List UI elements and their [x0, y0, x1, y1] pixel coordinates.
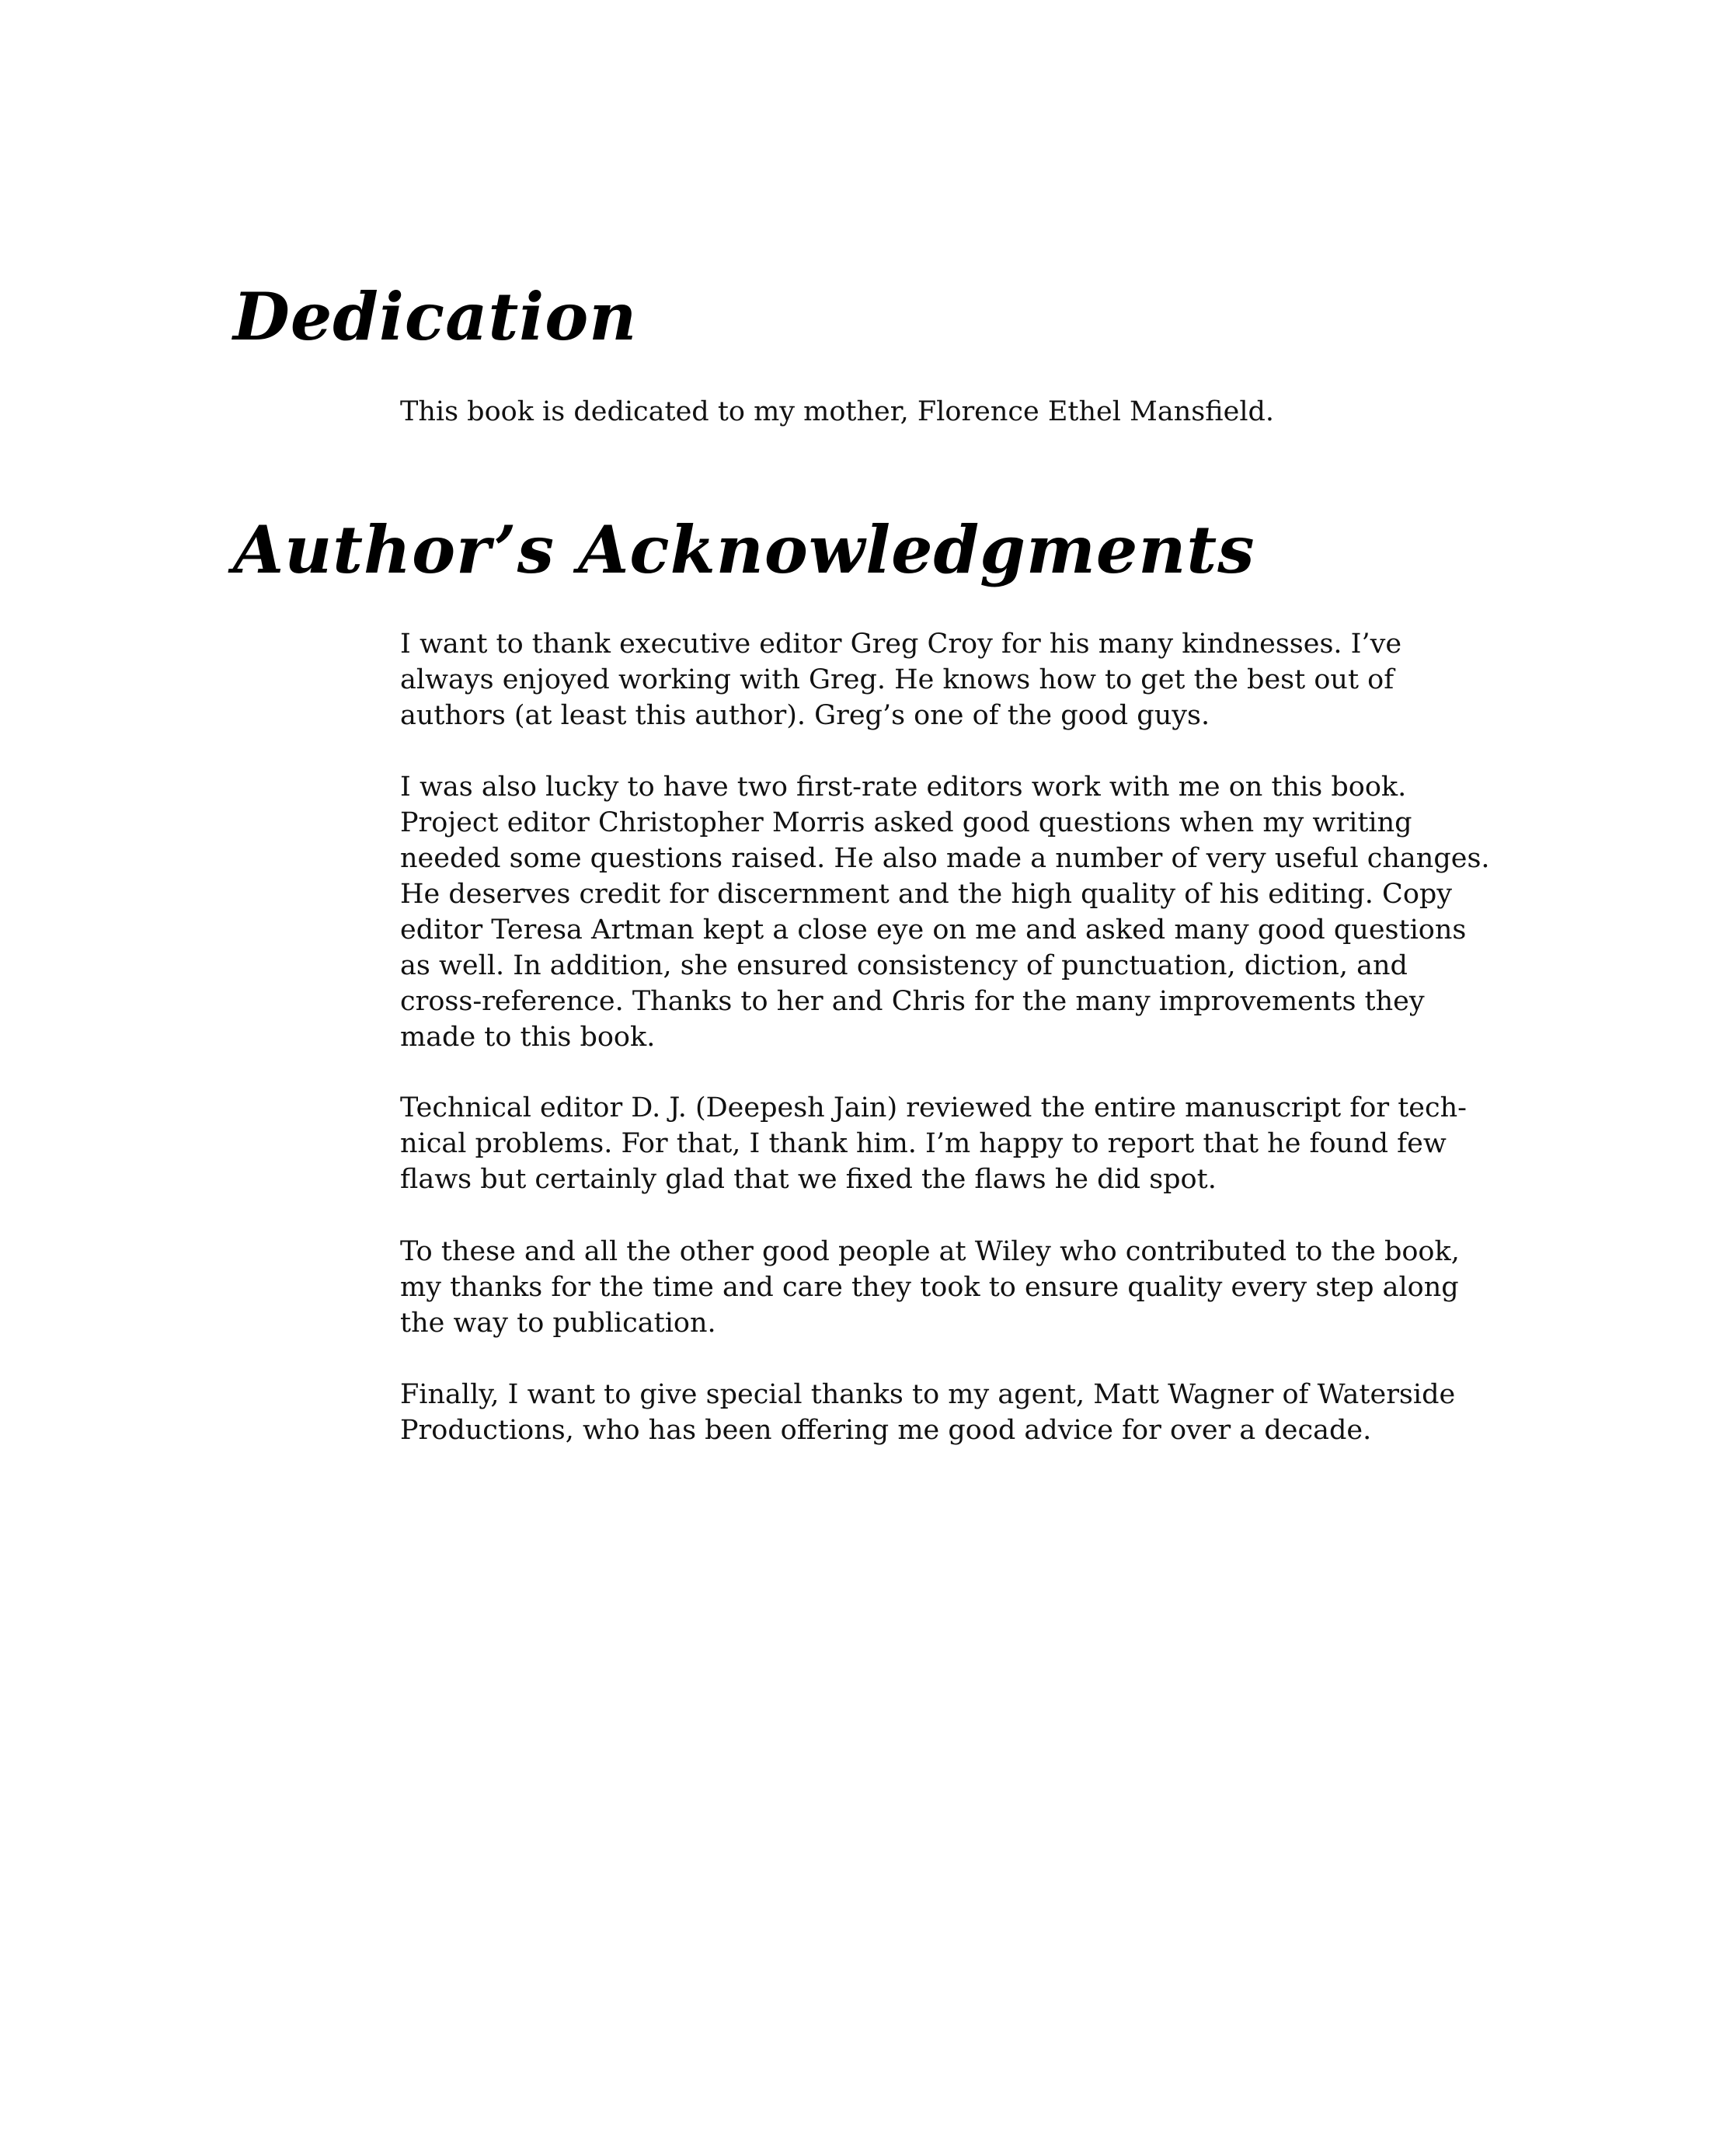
- acknowledgments-paragraph-2: [400, 769, 1534, 1055]
- acknowledgments-paragraph-3: [400, 1090, 1534, 1197]
- paragraph-text: Finally, I want to give special thanks to my agent, Matt Wagner of Waterside Productions, who has been offering me good advice for over a decade.: [400, 1379, 1456, 1446]
- paragraph-text: Technical editor D. J. (Deepesh Jain) reviewed the entire manuscript for tech- nical problems. For that, I thank him. I’m happy to report that he found few flaws but certainly glad that we fixed the flaws he did spot.: [400, 1092, 1467, 1195]
- dedication-text: This book is dedicated to my mother, Florence Ethel Mansfield.: [400, 396, 1275, 427]
- acknowledgments-heading: Author’s Acknowledgments: [233, 511, 1255, 588]
- dedication-body: [400, 394, 1534, 430]
- paragraph-text: I want to thank executive editor Greg Croy for his many kindnesses. I’ve always enjoyed working with Greg. He knows how to get the best out of authors (at least this author). Greg’s one of the good guys.: [400, 629, 1402, 731]
- acknowledgments-paragraph-4: [400, 1234, 1534, 1341]
- paragraph-text: I was also lucky to have two first-rate editors work with me on this book. Project editor Christopher Morris asked good questions when my writing needed some questions raised. He also made a number of very useful changes. He deserves credit for discernment and the high quality of his editing. Copy editor Teresa Artman kept a close eye on me and asked many good questions as well. In addition, she ensured consistency of punctuation, diction, and cross-reference. Thanks to her and Chris for the many improvements they made to this book.: [400, 771, 1490, 1053]
- acknowledgments-paragraph-5: [400, 1377, 1534, 1448]
- dedication-heading: Dedication: [233, 278, 638, 355]
- acknowledgments-paragraph-1: [400, 626, 1534, 733]
- paragraph-text: To these and all the other good people at Wiley who contributed to the book, my thanks for the time and care they took to ensure quality every step along the way to publication.: [400, 1236, 1460, 1339]
